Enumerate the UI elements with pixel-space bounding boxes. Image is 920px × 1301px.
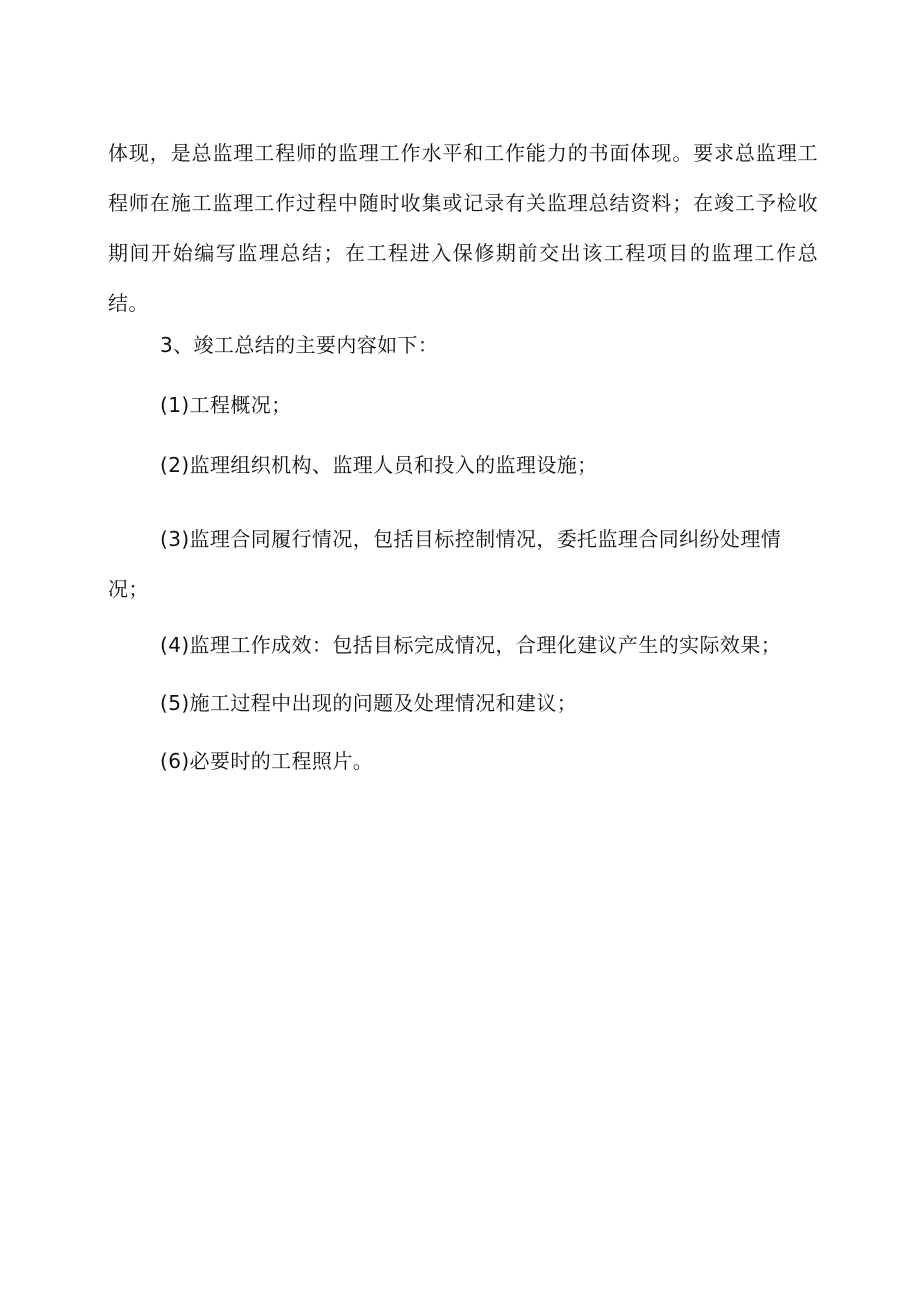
list-item-1: (1)工程概况； (160, 393, 292, 417)
section-heading: 3、竣工总结的主要内容如下： (160, 333, 439, 357)
list-item-2: (2)监理组织机构、监理人员和投入的监理设施； (160, 453, 598, 477)
intro-paragraph: 体现，是总监理工程师的监理工作水平和工作能力的书面体现。要求总监理工程师在施工监理工作过程中随时收集或记录有关监理总结资料；在竣工予检收期间开始编写监理总结；在工程进入保修期前交出该工程项目的监理工作总结。 (108, 141, 818, 315)
list-item-4: (4)监理工作成效：包括目标完成情况，合理化建议产生的实际效果； (160, 633, 782, 657)
list-item-5: (5)施工过程中出现的问题及处理情况和建议； (160, 691, 578, 715)
list-item-3: (3)监理合同履行情况，包括目标控制情况，委托监理合同纠纷处理情况； (108, 527, 782, 601)
list-item-6: (6)必要时的工程照片。 (160, 749, 374, 773)
